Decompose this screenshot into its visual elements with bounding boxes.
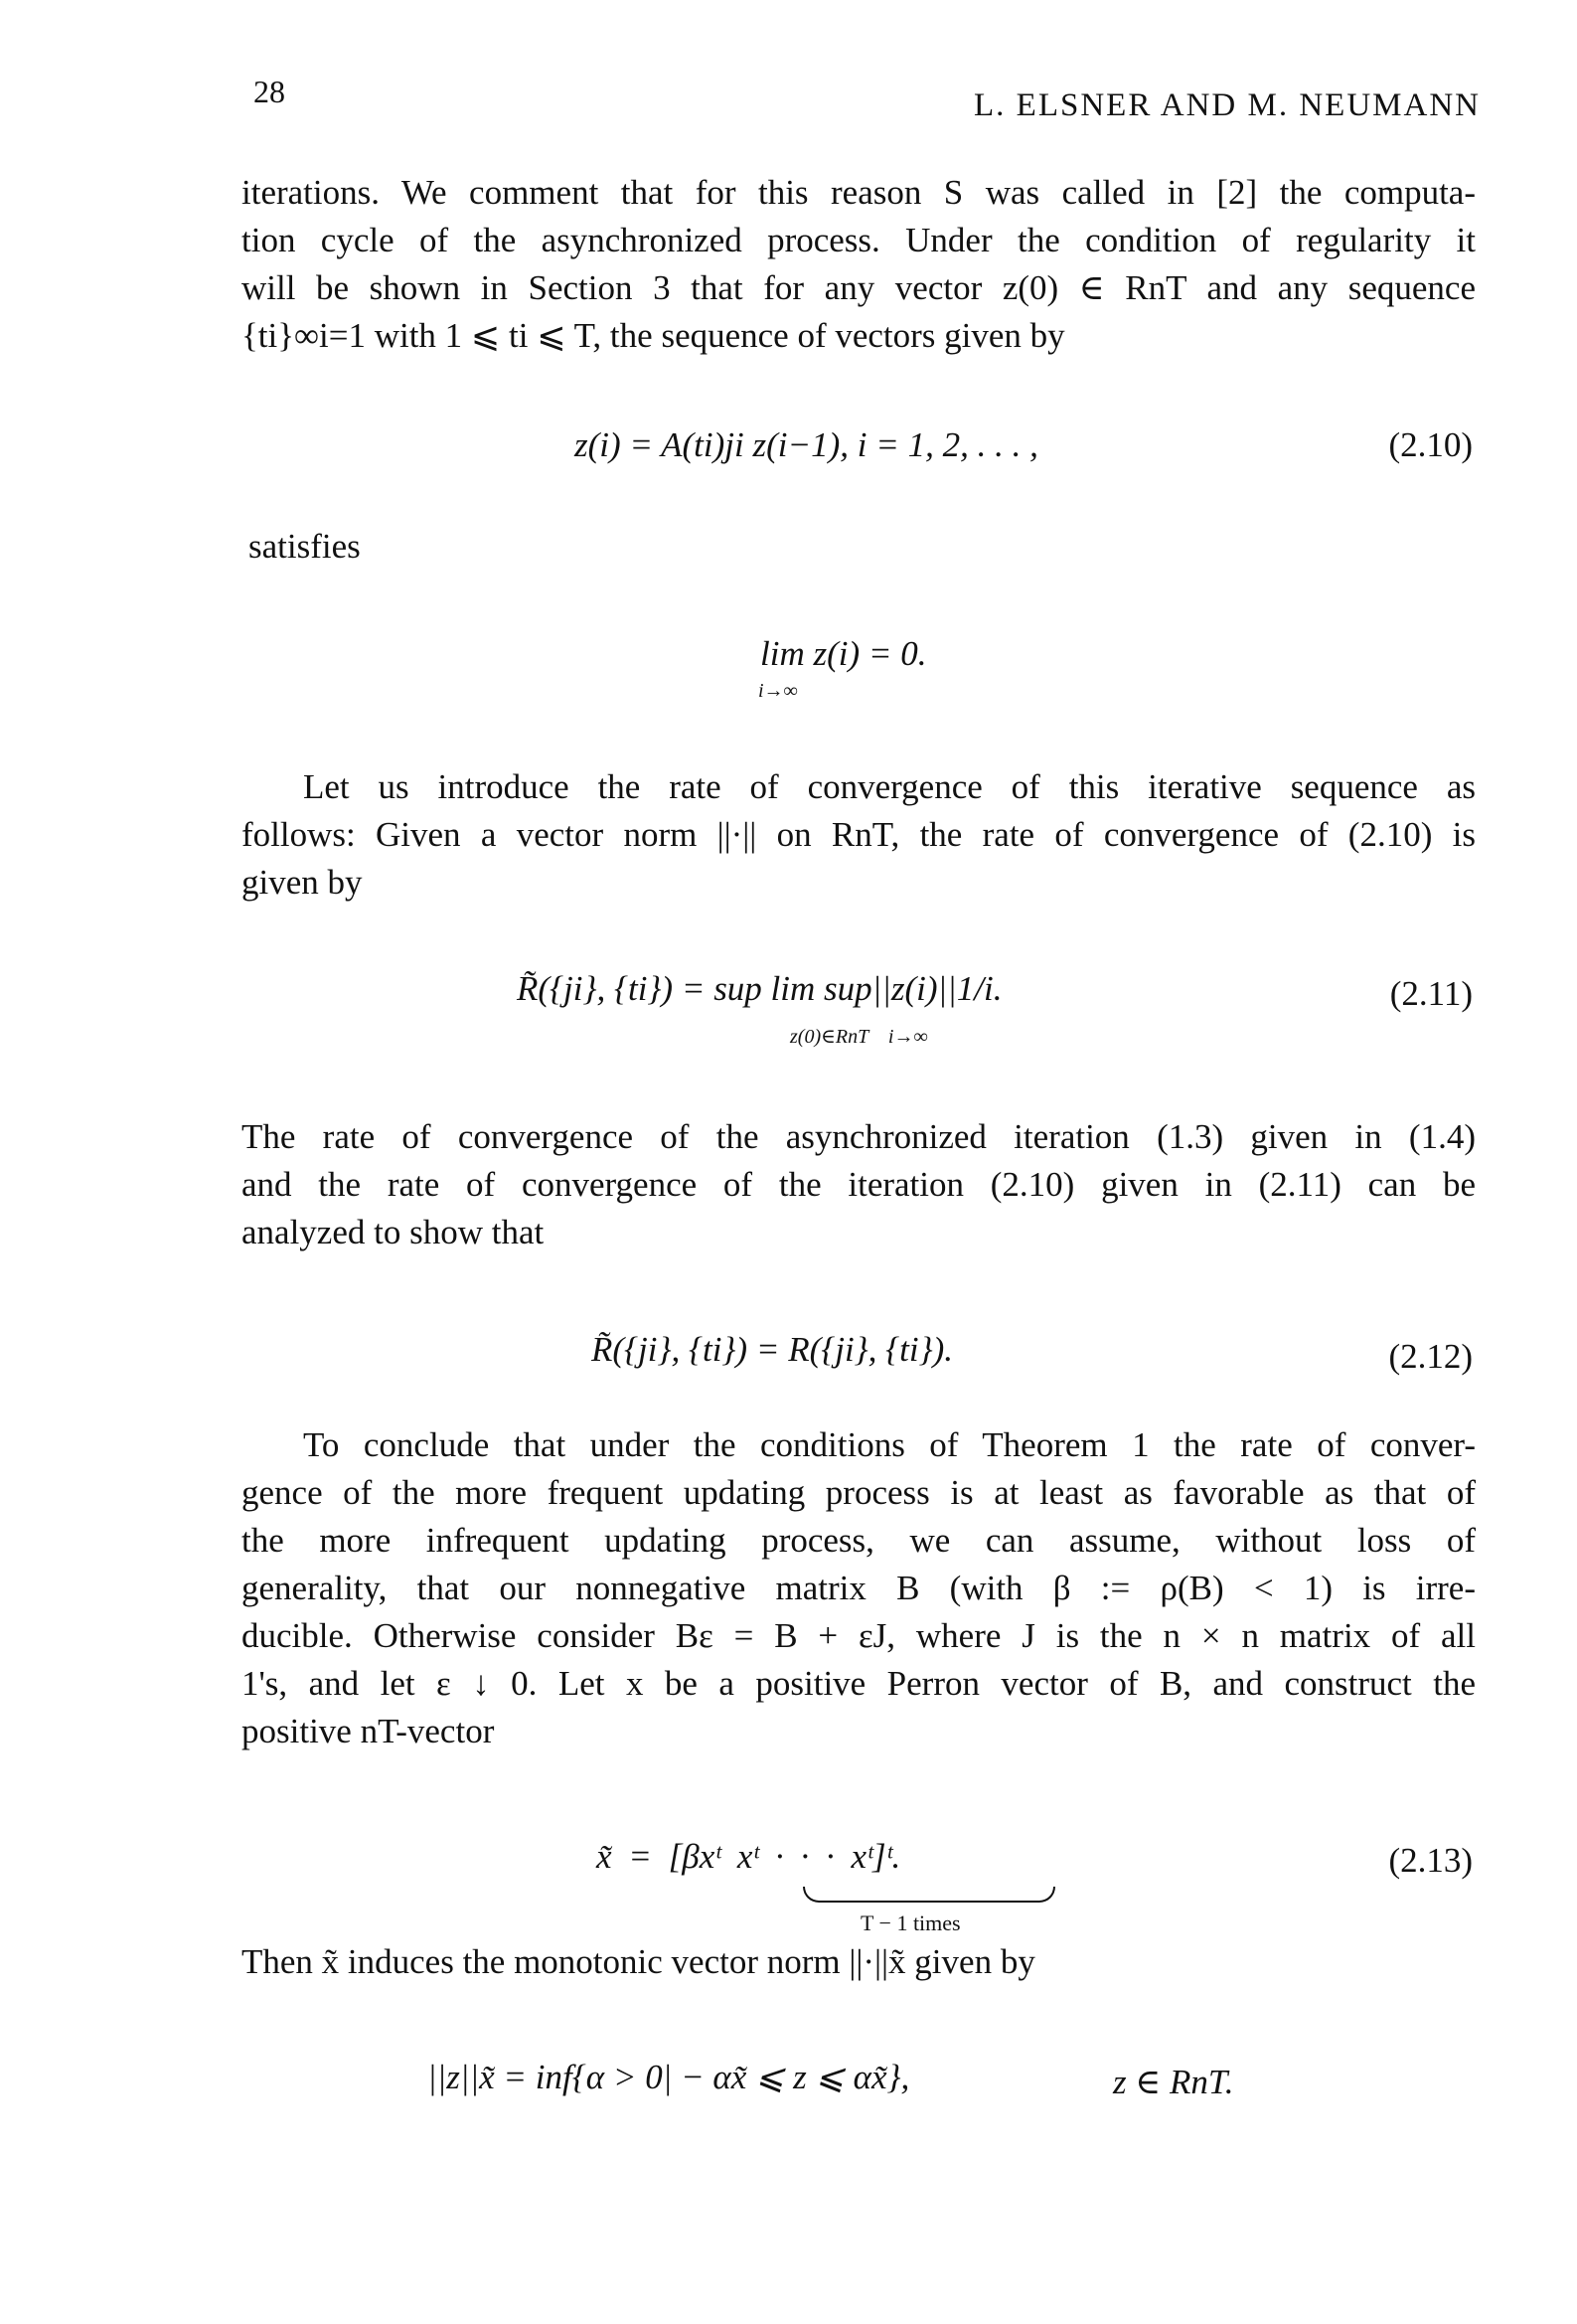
text-line: ducible. Otherwise consider Bε = B + εJ, where J is the n × n matrix of all (241, 1616, 1476, 1655)
text-line: will be shown in Section 3 that for any vector z(0) ∈ RnT and any sequence (241, 268, 1476, 307)
text-line: given by (241, 863, 363, 902)
text-line: Let us introduce the rate of convergence of this iterative sequence as (303, 767, 1476, 806)
text-line: {ti}∞i=1 with 1 ⩽ ti ⩽ T, the sequence of vectors given by (241, 316, 1065, 355)
equation-2-11: R̃({ji}, {ti}) = sup lim sup||z(i)||1/i. (517, 969, 1003, 1008)
equation-number-2-10: (2.10) (1388, 425, 1473, 464)
paragraph-1 (241, 169, 1476, 360)
text-line: The rate of convergence of the asynchronized iteration (1.3) given in (1.4) (241, 1117, 1476, 1156)
equation-number-2-12: (2.12) (1388, 1337, 1473, 1376)
text-line: To conclude that under the conditions of Theorem 1 the rate of conver- (303, 1425, 1476, 1464)
page-number: 28 (253, 74, 285, 109)
equation-2-12: R̃({ji}, {ti}) = R({ji}, {ti}). (591, 1330, 954, 1369)
equation-2-13-underbrace-label: T − 1 times (861, 1910, 961, 1935)
text-line: iterations. We comment that for this reason S was called in [2] the computa- (241, 173, 1476, 212)
norm-equation: ||z||x̃ = inf{α > 0| − αx̃ ⩽ z ⩽ αx̃}, (427, 2058, 910, 2096)
equation-2-13: x̃ = [βxᵗ xᵗ · · · xᵗ]ᵗ. (596, 1837, 901, 1876)
underbrace (803, 1887, 1055, 1903)
norm-equation-domain: z ∈ RnT. (1113, 2063, 1234, 2101)
equation-2-11-subscript: z(0)∈RnT i→∞ (790, 1026, 928, 1048)
text-line: tion cycle of the asynchronized process. Under the condition of regularity it (241, 221, 1476, 259)
text-line: generality, that our nonnegative matrix B (with β := ρ(B) < 1) is irre- (241, 1569, 1476, 1607)
equation-2-10: z(i) = A(ti)ji z(i−1), i = 1, 2, . . . , (574, 425, 1038, 464)
satisfies-label: satisfies (248, 527, 361, 566)
equation-number-2-13: (2.13) (1388, 1841, 1473, 1880)
text-line: and the rate of convergence of the iteration (2.10) given in (2.11) can be (241, 1165, 1476, 1204)
running-head: L. ELSNER AND M. NEUMANN (974, 87, 1481, 123)
text-line: follows: Given a vector norm ||·|| on RnT, the rate of convergence of (2.10) is (241, 815, 1476, 854)
text-line: the more infrequent updating process, we can assume, without loss of (241, 1521, 1476, 1560)
text-line: gence of the more frequent updating process is at least as favorable as that of (241, 1473, 1476, 1512)
paragraph-4 (241, 1421, 1476, 1755)
text-line: positive nT-vector (241, 1712, 495, 1750)
text-line: analyzed to show that (241, 1213, 545, 1251)
limit-subscript: i→∞ (758, 680, 798, 702)
paragraph-5: Then x̃ induces the monotonic vector norm ||·||x̃ given by (241, 1942, 1035, 1981)
paragraph-3 (241, 1113, 1476, 1256)
limit-equation: lim z(i) = 0. (760, 634, 927, 673)
text-line: 1's, and let ε ↓ 0. Let x be a positive Perron vector of B, and construct the (241, 1664, 1476, 1703)
equation-number-2-11: (2.11) (1389, 974, 1473, 1013)
paragraph-2 (241, 763, 1476, 907)
